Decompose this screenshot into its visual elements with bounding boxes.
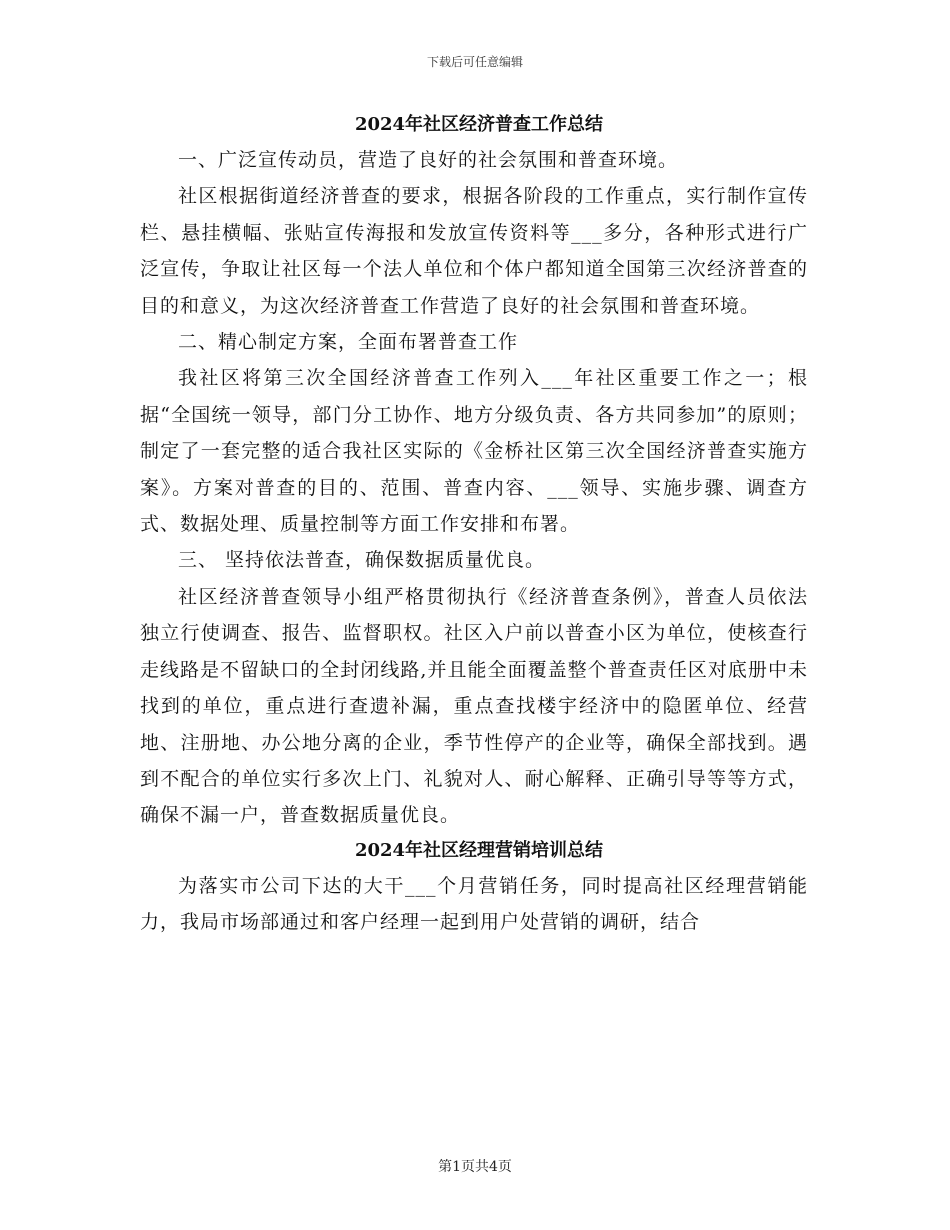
header-note: 下载后可任意编辑 bbox=[426, 55, 523, 69]
doc2-paragraph-1: 为落实市公司下达的大干___个月营销任务，同时提高社区经理营销能力，我局市场部通过和客户经理一起到用户处营销的调研，结合 bbox=[140, 874, 808, 934]
section-heading-2: 二、精心制定方案，全面布署普查工作 bbox=[178, 331, 519, 354]
document-body bbox=[140, 108, 808, 941]
paragraph-3: 社区经济普查领导小组严格贯彻执行《经济普查条例》，普查人员依法独立行使调查、报告、监督职权。社区入户前以普查小区为单位，使核查行走线路是不留缺口的全封闭线路,并且能全面覆盖整个普查责任区对底册中未找到的单位，重点进行查遗补漏，重点查找楼宇经济中的隐匿单位、经营地、注册地、办公地分离的企业，季节性停产的企业等，确保全部找到。遇到不配合的单位实行多次上门、礼貌对人、耐心解释、正确引导等等方式，确保不漏一户，普查数据质量优良。 bbox=[140, 585, 808, 827]
paragraph-2: 我社区将第三次全国经济普查工作列入___年社区重要工作之一；根据“全国统一领导，部门分工协作、地方分级负责、各方共同参加”的原则；制定了一套完整的适合我社区实际的《金桥社区第三次全国经济普查实施方案》。方案对普查的目的、范围、普查内容、___领导、实施步骤、调查方式、数据处理、质量控制等方面工作安排和布署。 bbox=[140, 367, 808, 536]
paragraph-1: 社区根据街道经济普查的要求，根据各阶段的工作重点，实行制作宣传栏、悬挂横幅、张贴宣传海报和发放宣传资料等___多分，各种形式进行广泛宣传，争取让社区每一个法人单位和个体户都知道全国第三次经济普查的目的和意义，为这次经济普查工作营造了良好的社会氛围和普查环境。 bbox=[140, 185, 808, 317]
section-heading-1: 一、广泛宣传动员，营造了良好的社会氛围和普查环境。 bbox=[178, 149, 679, 171]
doc2-title: 2024年社区经理营销培训总结 bbox=[354, 839, 604, 861]
doc-title: 2024年社区经济普查工作总结 bbox=[354, 114, 604, 135]
page-number: 第1页共4页 bbox=[438, 1159, 512, 1175]
section-heading-3: 三、 坚持依法普查，确保数据质量优良。 bbox=[178, 549, 546, 572]
